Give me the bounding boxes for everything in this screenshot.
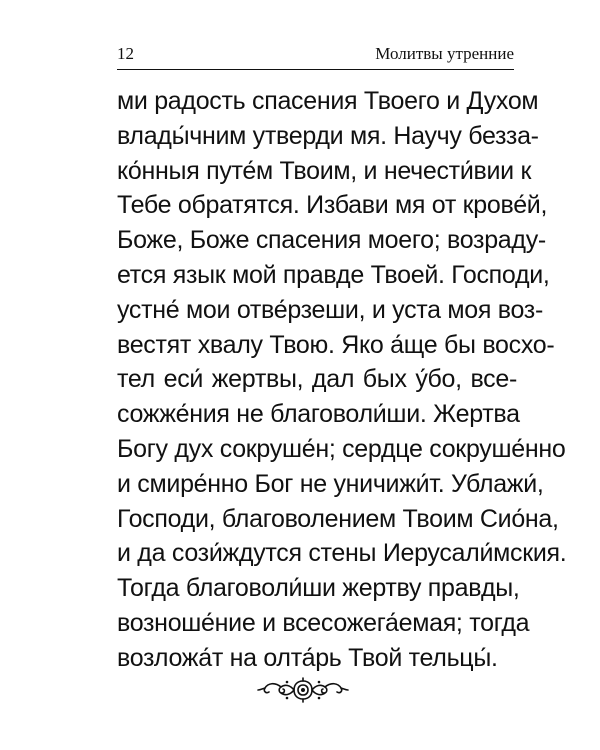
text-line: и да сози́ждутся стены Иерусали́мския. [117, 539, 567, 568]
page-number: 12 [117, 44, 134, 63]
text-line: Богу дух сокруше́н; сердце сокруше́нно [117, 434, 566, 463]
header-rule [117, 69, 514, 70]
text-line: ется язык мой правде Твоей. Господи, [117, 260, 550, 289]
ornament-icon [257, 677, 349, 703]
text-line: тел еси́ жертвы, дал бых у́бо, все- [117, 365, 517, 394]
text-line: Тогда благоволи́ши жертву правды, [117, 574, 520, 603]
text-line: вестят хвалу Твою. Яко а́ще бы восхо- [117, 330, 555, 359]
page-header [117, 40, 514, 68]
text-line: устне́ мои отве́рзеши, и уста моя воз- [117, 295, 543, 324]
text-line: сожже́ния не благоволи́ши. Жертва [117, 400, 520, 429]
text-line: Господи, благоволением Твоим Сио́на, [117, 504, 559, 533]
text-line: возложа́т на олта́рь Твой тельцы́. [117, 643, 498, 672]
text-line: Тебе обратятся. Избави мя от крове́й, [117, 191, 548, 220]
text-line: и смире́нно Бог не уничижи́т. Ублажи́, [117, 469, 544, 498]
running-title: Молитвы утренние [375, 44, 514, 63]
text-line: возноше́ние и всесожега́емая; тогда [117, 608, 530, 637]
prayer-text [117, 84, 567, 676]
text-line: влады́чним утверди мя. Научу безза- [117, 121, 539, 150]
text-line: Боже, Боже спасения моего; возраду- [117, 226, 546, 255]
text-line: ми радость спасения Твоего и Духом [117, 87, 539, 115]
text-line: ко́нныя путе́м Твоим, и нечести́вии к [117, 156, 532, 185]
